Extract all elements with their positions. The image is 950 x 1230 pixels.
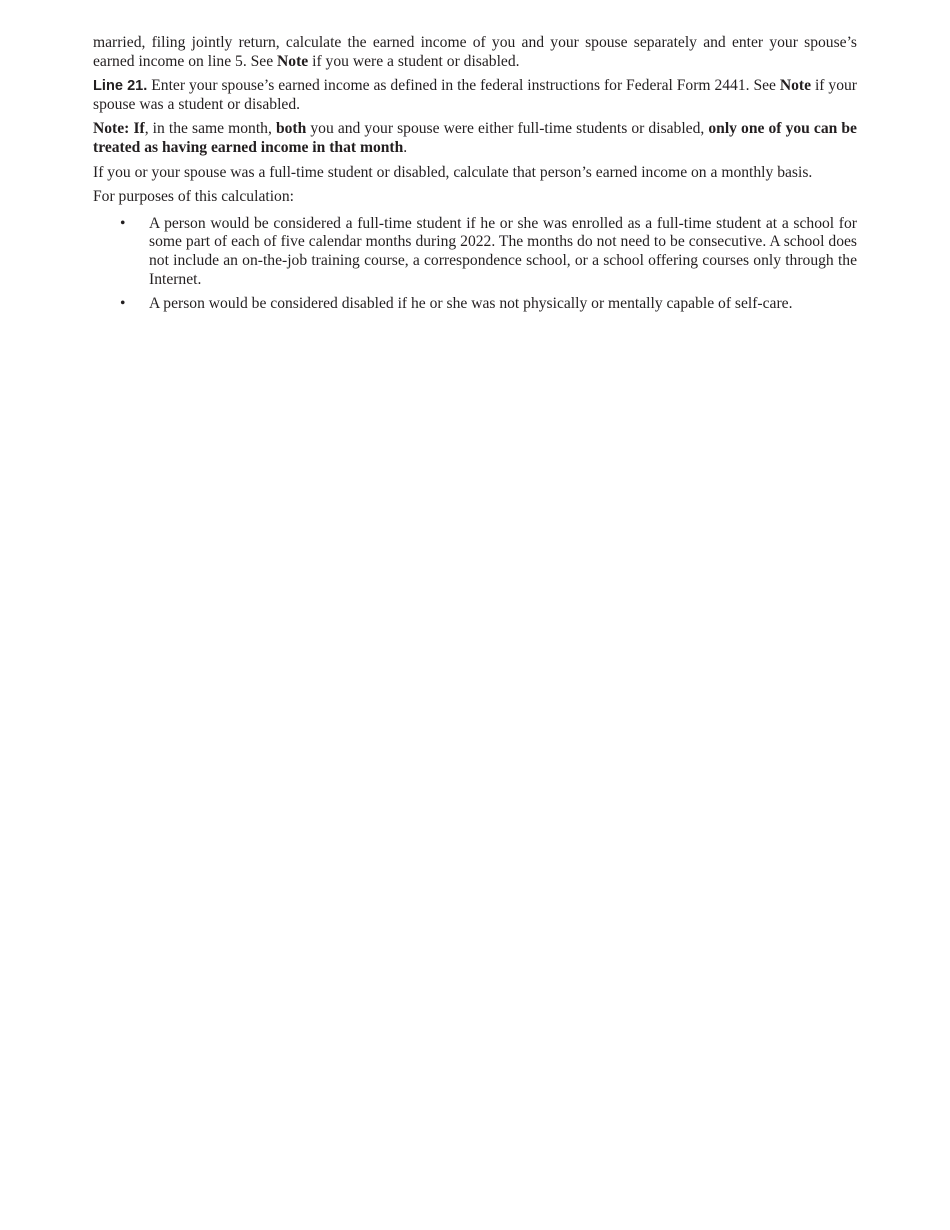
para3-text-1: , in the same month, xyxy=(144,120,276,138)
list-item-text: A person would be considered disabled if he or she was not physically or mentally capable of self-care. xyxy=(149,295,793,313)
note-reference: Note xyxy=(277,52,309,70)
note-reference: Note xyxy=(779,77,812,95)
para3-end: . xyxy=(403,138,408,156)
only-one-emphasis: only one of you can be treated as having earned income in that month xyxy=(93,120,857,156)
note-if-label: Note: If xyxy=(93,120,145,138)
bullet-list xyxy=(93,215,857,314)
list-item xyxy=(93,215,857,289)
paragraph-note xyxy=(93,120,857,157)
list-item-text: A person would be considered a full-time student if he or she was enrolled as a full-time student at a school for some part of each of five calendar months during 2022. The months do not need to be consecutive. A school does not include an on-the-job training course, a correspondence school, or a school offering courses only through the Internet. xyxy=(149,214,857,288)
bullet-icon: • xyxy=(120,214,126,232)
para2-text-after: if your spouse was a student or disabled. xyxy=(93,77,858,113)
bullet-icon: • xyxy=(120,295,126,313)
paragraph-purposes: For purposes of this calculation: xyxy=(93,188,294,206)
para3-text-2: you and your spouse were either full-time students or disabled, xyxy=(306,120,709,138)
document-page xyxy=(93,34,857,320)
paragraph-spouse-earned-income-line5 xyxy=(93,34,857,71)
both-emphasis: both xyxy=(275,120,307,138)
paragraph-monthly-basis: If you or your spouse was a full-time student or disabled, calculate that person’s earned income on a monthly basis. xyxy=(93,163,813,181)
para2-text-before: Enter your spouse’s earned income as defined in the federal instructions for Federal Form 2441. See xyxy=(147,77,780,95)
list-item xyxy=(93,295,857,314)
line-21-heading: Line 21. xyxy=(93,78,148,95)
paragraph-line-21 xyxy=(93,77,857,114)
para1-text-before: married, filing jointly return, calculate the earned income of you and your spouse separately and enter your spouse’s earned income on line 5. See xyxy=(93,34,857,70)
para1-text-after: if you were a student or disabled. xyxy=(308,52,520,70)
